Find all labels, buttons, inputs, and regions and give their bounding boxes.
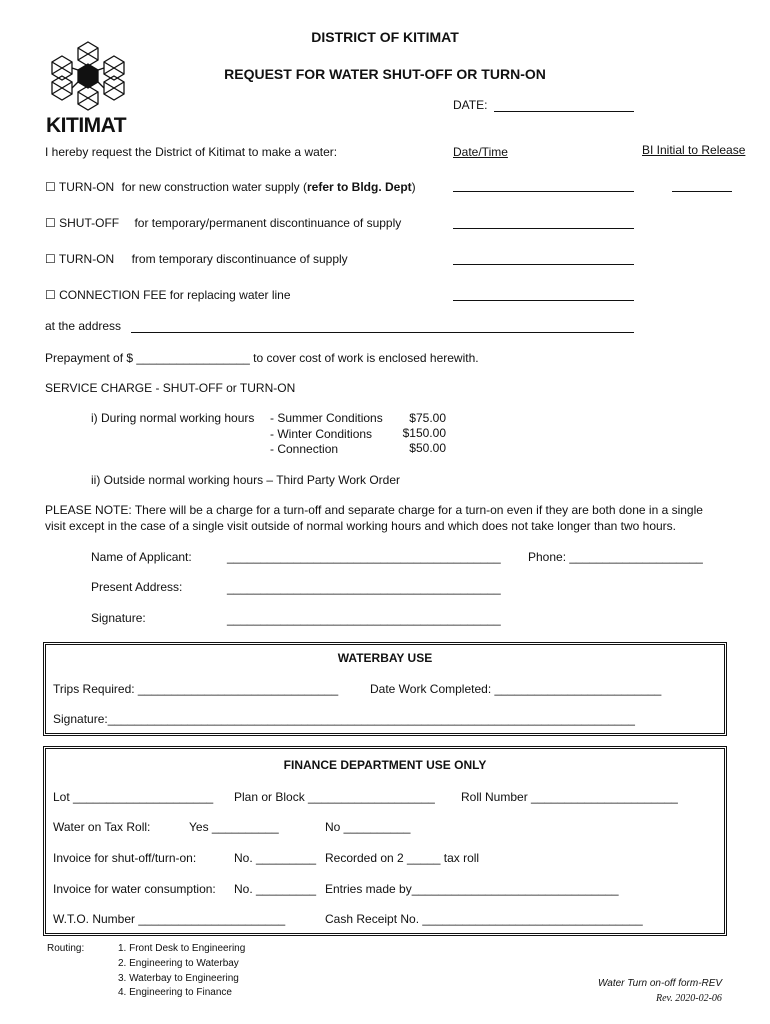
option-label: SHUT-OFF (59, 216, 120, 230)
col-datetime-header: Date/Time (453, 145, 508, 159)
checkbox[interactable]: ☐ (45, 252, 56, 266)
logo-wordmark: KITIMAT (46, 114, 127, 137)
option-desc: for new construction water supply ( (121, 180, 307, 194)
wto-number-field[interactable]: W.T.O. Number ______________________ (53, 912, 286, 926)
routing-item: 2. Engineering to Waterbay (118, 958, 239, 969)
address-field[interactable] (131, 332, 634, 333)
cash-receipt-field[interactable]: Cash Receipt No. _________________________________ (325, 912, 643, 926)
datetime-field-3[interactable] (453, 264, 634, 265)
tax-roll-yes-field[interactable]: Yes __________ (189, 820, 279, 834)
waterbay-heading: WATERBAY USE (337, 651, 433, 665)
lot-field[interactable]: Lot _____________________ (53, 790, 214, 804)
address-label: at the address (45, 319, 122, 333)
option-label: TURN-ON (58, 252, 115, 266)
routing-label: Routing: (47, 943, 85, 954)
checkbox[interactable]: ☐ (45, 180, 56, 194)
finance-heading: FINANCE DEPARTMENT USE ONLY (283, 758, 487, 772)
form-name: Water Turn on-off form-REV (598, 978, 723, 989)
routing-item: 4. Engineering to Finance (118, 987, 232, 998)
option-turn-on-construction[interactable] (45, 180, 416, 194)
routing-item: 3. Waterbay to Engineering (118, 973, 239, 984)
option-turn-on-temporary[interactable] (45, 252, 348, 266)
service-heading: SERVICE CHARGE - SHUT-OFF or TURN-ON (45, 381, 296, 395)
plan-block-field[interactable]: Plan or Block ___________________ (234, 790, 435, 804)
prepayment-text: Prepayment of $ _________________ to cover cost of work is enclosed herewith. (45, 351, 479, 365)
datetime-field-1[interactable] (453, 191, 634, 192)
date-label: DATE: (453, 98, 488, 112)
checkbox[interactable]: ☐ (45, 216, 56, 230)
request-intro: I hereby request the District of Kitimat to make a water: (45, 145, 338, 159)
option-close: ) (411, 180, 416, 194)
waterbay-signature-field[interactable]: Signature:_______________________________________________________________________________ (53, 712, 635, 726)
applicant-signature-label: Signature: (91, 611, 146, 625)
note-line-2: visit except in the case of a single visit outside of normal working hours and which does not take longer than two hours. (45, 519, 677, 533)
option-label: CONNECTION FEE for replacing water line (59, 288, 291, 302)
water-tax-roll-label: Water on Tax Roll: (53, 820, 151, 834)
option-label: TURN-ON (58, 180, 115, 194)
datetime-field-4[interactable] (453, 300, 634, 301)
bi-initial-field[interactable] (672, 191, 732, 192)
outside-hours: ii) Outside normal working hours – Third Party Work Order (91, 473, 400, 487)
routing-item: 1. Front Desk to Engineering (118, 943, 246, 954)
condition-winter: - Winter Conditions (270, 427, 373, 441)
note-line-1: PLEASE NOTE: There will be a charge for a turn-off and separate charge for a turn-on even if they are both done in a single (45, 503, 703, 517)
price-winter: $150.00 (402, 426, 446, 440)
invoice-shutoff-label: Invoice for shut-off/turn-on: (53, 851, 197, 865)
condition-connection: - Connection (270, 442, 339, 456)
option-bold-ref: refer to Bldg. Dept (306, 180, 412, 194)
invoice-shutoff-no-field[interactable]: No. _________ (234, 851, 317, 865)
present-address-field[interactable]: _________________________________________ (227, 581, 501, 595)
normal-hours-label: i) During normal working hours (91, 411, 255, 425)
entries-made-by-field[interactable]: Entries made by_______________________________ (325, 882, 619, 896)
checkbox[interactable]: ☐ (45, 288, 56, 302)
revision-date: Rev. 2020-02-06 (656, 993, 722, 1004)
trips-required-field[interactable]: Trips Required: ______________________________ (53, 682, 339, 696)
invoice-water-no-field[interactable]: No. _________ (234, 882, 317, 896)
price-summer: $75.00 (409, 411, 446, 425)
applicant-signature-field[interactable]: _________________________________________ (227, 612, 501, 626)
option-desc: for temporary/permanent discontinuance of supply (134, 216, 402, 230)
option-shut-off[interactable] (45, 216, 401, 230)
kitimat-logo (46, 40, 132, 136)
applicant-name-field[interactable]: _________________________________________ (227, 550, 501, 564)
applicant-name-label: Name of Applicant: (91, 550, 192, 564)
option-desc: from temporary discontinuance of supply (131, 252, 348, 266)
finance-box (43, 746, 727, 936)
date-work-completed-field[interactable]: Date Work Completed: _________________________ (370, 682, 662, 696)
price-connection: $50.00 (409, 441, 446, 455)
recorded-tax-roll-field[interactable]: Recorded on 2 _____ tax roll (325, 851, 480, 865)
tax-roll-no-field[interactable]: No __________ (325, 820, 411, 834)
roll-number-field[interactable]: Roll Number ______________________ (461, 790, 678, 804)
present-address-label: Present Address: (91, 580, 183, 594)
phone-field[interactable]: Phone: ____________________ (528, 550, 703, 564)
date-field[interactable] (494, 111, 634, 112)
option-connection-fee[interactable] (45, 288, 291, 302)
org-title: DISTRICT OF KITIMAT (311, 29, 459, 45)
col-bi-header: BI Initial to Release (642, 143, 746, 157)
invoice-water-label: Invoice for water consumption: (53, 882, 216, 896)
datetime-field-2[interactable] (453, 228, 634, 229)
condition-summer: - Summer Conditions (270, 411, 383, 425)
form-title: REQUEST FOR WATER SHUT-OFF OR TURN-ON (224, 66, 546, 82)
